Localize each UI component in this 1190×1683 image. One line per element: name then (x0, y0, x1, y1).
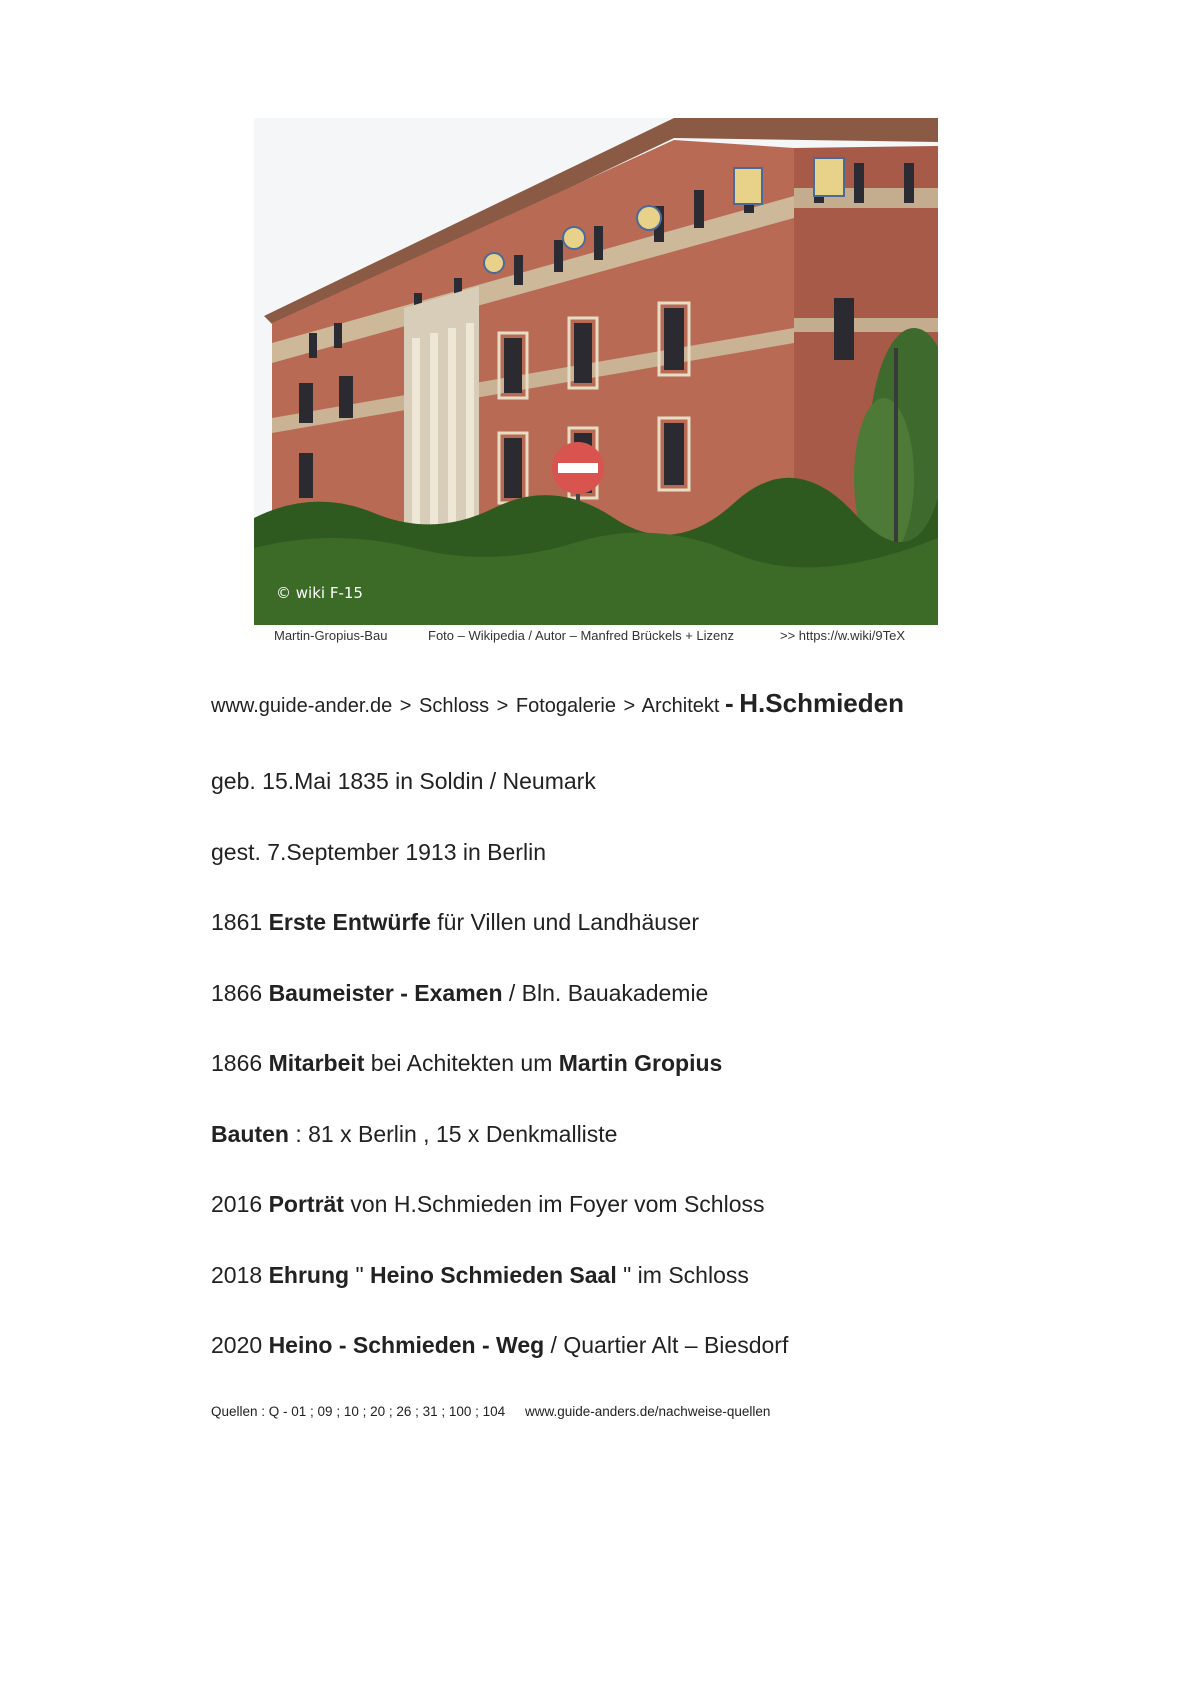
biography-line (211, 1191, 765, 1218)
biography-line (211, 1332, 788, 1359)
breadcrumb-item-fotogalerie[interactable]: Fotogalerie (515, 695, 616, 717)
bold-text: Bauten (211, 1120, 289, 1147)
text: / Quartier Alt – Biesdorf (544, 1332, 789, 1358)
text: 1866 (211, 979, 269, 1006)
sources-line (211, 1404, 770, 1419)
breadcrumb-dash: - (725, 688, 734, 718)
text: bei Achitekten um (364, 1050, 559, 1076)
biography-line (211, 980, 708, 1007)
text: : 81 x Berlin , 15 x Denkmalliste (288, 1120, 618, 1147)
breadcrumb (211, 688, 904, 719)
text: für Villen und Landhäuser (430, 909, 699, 935)
text: " im Schloss (616, 1261, 749, 1288)
photo-caption-credit: Foto – Wikipedia / Autor – Manfred Brückels + Lizenz (428, 628, 735, 643)
building-photo (254, 118, 938, 625)
photo-caption-title: Martin-Gropius-Bau (274, 628, 388, 643)
text: 2016 (211, 1191, 269, 1217)
breadcrumb-separator: > (399, 695, 412, 717)
photo-caption-link[interactable]: >> https://w.wiki/9TeX (780, 628, 906, 643)
text: 1861 (211, 909, 269, 935)
biography-line (211, 909, 699, 936)
bold-text: Erste Entwürfe (268, 909, 431, 935)
breadcrumb-item-architekt[interactable]: Architekt (641, 695, 720, 717)
text: 2020 (211, 1332, 269, 1358)
text: von H.Schmieden im Foyer vom Schloss (343, 1191, 765, 1217)
biography-line (211, 1262, 749, 1289)
breadcrumb-item-schloss[interactable]: Schloss (419, 695, 490, 717)
biography-line (211, 768, 596, 795)
bold-text: Mitarbeit (268, 1050, 365, 1076)
martin-gropius-bau-image (254, 118, 938, 625)
text: " (349, 1261, 371, 1288)
text: / Bln. Bauakademie (502, 979, 709, 1006)
bold-text: Ehrung (268, 1261, 350, 1288)
biography-line (211, 1050, 722, 1077)
bold-text: Porträt (268, 1191, 344, 1217)
bold-text: Heino - Schmieden - Weg (268, 1332, 545, 1358)
biography-line (211, 839, 546, 866)
photo-copyright: © wiki F-15 (276, 584, 363, 602)
text: 1866 (211, 1050, 269, 1076)
breadcrumb-separator: > (623, 695, 636, 717)
breadcrumb-separator: > (496, 695, 509, 717)
breadcrumb-site[interactable]: www.guide-ander.de (211, 695, 393, 717)
bold-text: Heino Schmieden Saal (370, 1261, 617, 1288)
bold-text: Baumeister - Examen (268, 979, 503, 1006)
text: 2018 (211, 1261, 269, 1288)
architect-name: H.Schmieden (739, 688, 904, 718)
biography-line (211, 1121, 617, 1148)
sources-label: Quellen : Q - 01 ; 09 ; 10 ; 20 ; 26 ; 31 ; 100 ; 104 (211, 1404, 506, 1419)
sources-url[interactable]: www.guide-anders.de/nachweise-quellen (524, 1404, 771, 1419)
text: geb. 15.Mai 1835 in Soldin / Neumark (211, 768, 596, 794)
bold-text: Martin Gropius (558, 1050, 723, 1076)
text: gest. 7.September 1913 in Berlin (211, 838, 546, 865)
